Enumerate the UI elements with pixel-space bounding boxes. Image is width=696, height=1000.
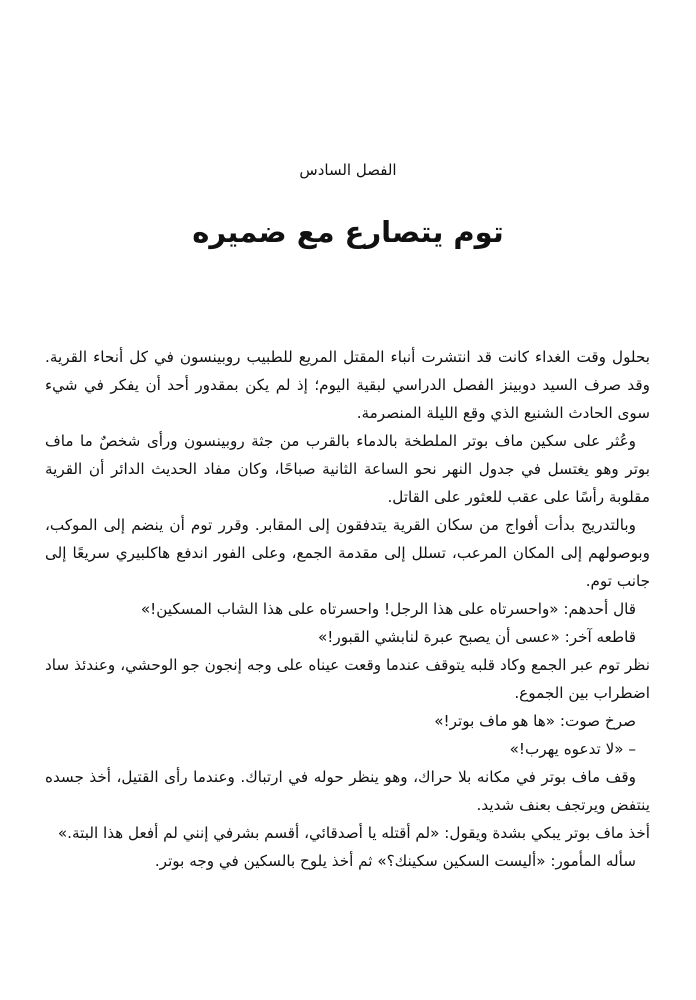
- paragraph: بحلول وقت الغداء كانت قد انتشرت أنباء المقتل المريع للطبيب روبينسون في كل أنحاء القرية. وقد صرف السيد دوبينز الفصل الدراسي لبقية اليوم؛ إذ لم يكن بمقدور أحد أن يفكر في شيء سوى الحادث الشنيع الذي وقع الليلة المنصرمة.: [45, 348, 650, 422]
- paragraph: نظر توم عبر الجمع وكاد قلبه يتوقف عندما وقعت عيناه على وجه إنجون جو الوحشي، وعندئذ ساد اضطراب بين الجموع.: [45, 656, 650, 702]
- chapter-title: توم يتصارع مع ضميره: [192, 215, 504, 249]
- paragraph: وبالتدريج بدأت أفواج من سكان القرية يتدفقون إلى المقابر. وقرر توم أن ينضم إلى الموكب، وبوصولهم إلى المكان المرعب، تسلل إلى مقدمة الجمع، وعلى الفور اندفع هاكلبيري سريعًا إلى جانب توم.: [45, 516, 650, 590]
- paragraph: قاطعه آخر: «عسى أن يصبح عبرة لنابشي القبور!»: [318, 628, 636, 646]
- paragraph: وعُثر على سكين ماف بوتر الملطخة بالدماء بالقرب من جثة روبينسون ورأى شخصٌ ما ماف بوتر وهو يغتسل في جدول النهر نحو الساعة الثانية صباحًا، وكان مفاد الحديث الدائر أن القرية مقلوبة رأسًا على عقب للعثور على القاتل.: [45, 432, 650, 506]
- chapter-label: الفصل السادس: [299, 161, 397, 179]
- paragraph: – «لا تدعوه يهرب!»: [509, 740, 636, 758]
- paragraph: قال أحدهم: «واحسرتاه على هذا الرجل! واحسرتاه على هذا الشاب المسكين!»: [140, 600, 636, 618]
- paragraph: صرخ صوت: «ها هو ماف بوتر!»: [434, 712, 636, 730]
- paragraph: وقف ماف بوتر في مكانه بلا حراك، وهو ينظر حوله في ارتباك. وعندما رأى القتيل، أخذ جسده ينتفض ويرتجف بعنف شديد.: [45, 768, 650, 814]
- paragraph: سأله المأمور: «أليست السكين سكينك؟» ثم أخذ يلوح بالسكين في وجه بوتر.: [154, 852, 636, 870]
- paragraph: أخذ ماف بوتر يبكي بشدة ويقول: «لم أقتله يا أصدقائي، أقسم بشرفي إنني لم أفعل هذا البتة.»: [57, 824, 650, 842]
- chapter-body: [45, 343, 650, 875]
